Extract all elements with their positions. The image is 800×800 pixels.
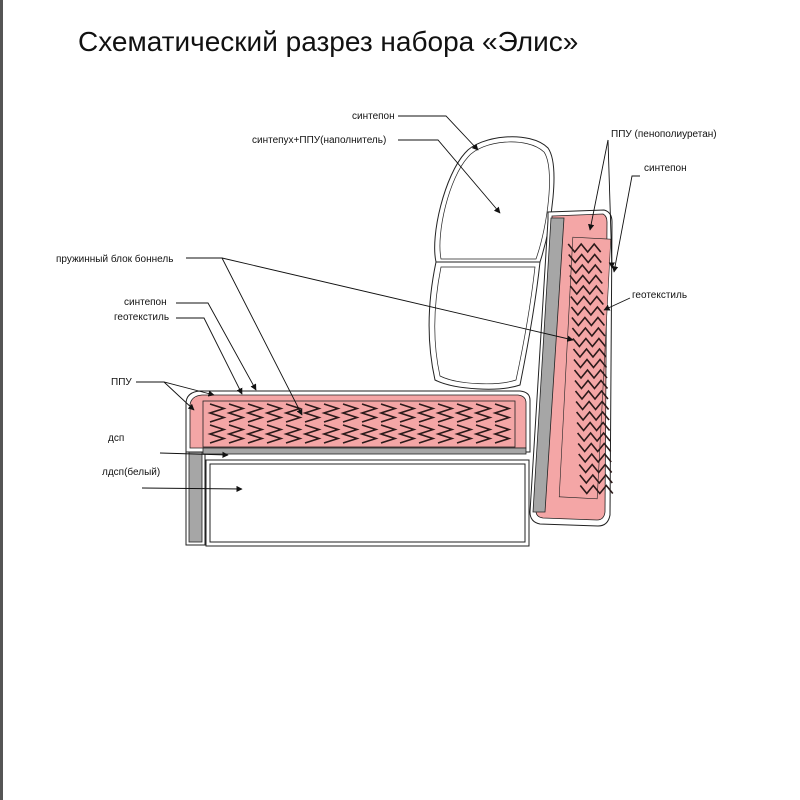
label-back-sintepon: синтепон [352, 111, 395, 122]
label-seat-ppu: ППУ [111, 377, 132, 388]
label-pillow-sintepon: синтепон [644, 163, 687, 174]
seat-cushion [186, 391, 530, 454]
label-spring-block: пружинный блок боннель [56, 254, 174, 265]
back-pillow [530, 210, 613, 526]
leader-back-sintepon [398, 116, 478, 150]
leader-seat-geotextile [176, 318, 242, 394]
label-dsp: дсп [108, 433, 125, 444]
label-ldsp: лдсп(белый) [102, 467, 161, 478]
label-seat-geotextile: геотекстиль [114, 312, 170, 323]
leader-seat-sintepon [176, 303, 256, 390]
back-cushion [429, 137, 554, 389]
label-cushion-filler: синтепух+ППУ(наполнитель) [252, 135, 387, 146]
diagram-title: Схематический разрез набора «Элис» [78, 26, 579, 57]
label-seat-sintepon: синтепон [124, 297, 167, 308]
base-box [206, 460, 529, 546]
label-pillow-ppu: ППУ (пенополиуретан) [611, 129, 717, 140]
label-pillow-geotextile: геотекстиль [632, 290, 688, 301]
leader-pillow-sintepon [614, 176, 640, 272]
